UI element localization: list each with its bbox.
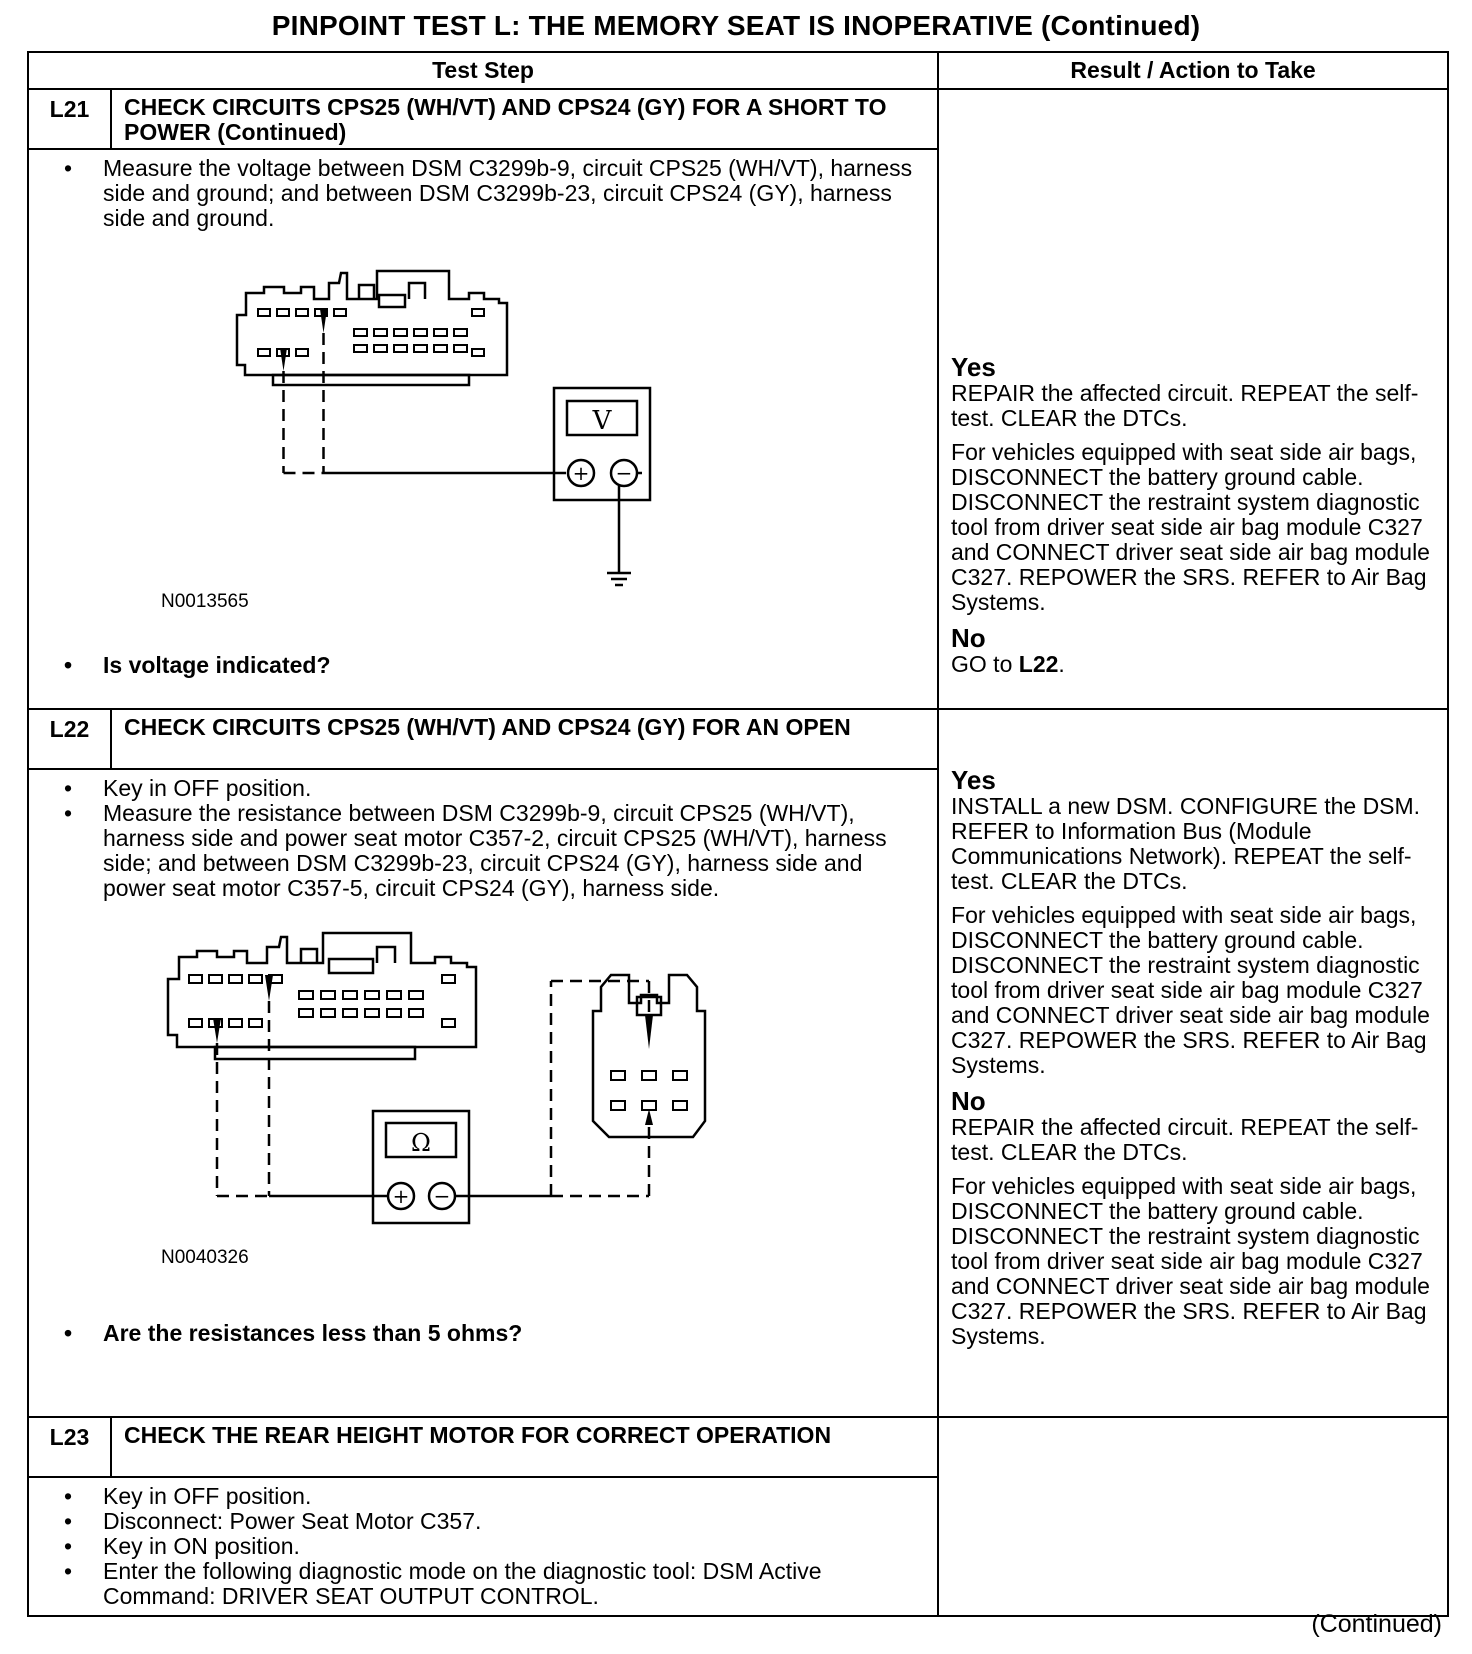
step-id-l23: L23 xyxy=(28,1417,111,1477)
result-text: REPAIR the affected circuit. REPEAT the self-test. CLEAR the DTCs. xyxy=(951,380,1419,431)
figure-voltage-test xyxy=(29,243,929,653)
minus-terminal-icon: − xyxy=(433,1184,451,1208)
result-cell-l21 xyxy=(938,89,1448,709)
figure-id: N0040326 xyxy=(161,1247,249,1268)
plus-terminal-icon: + xyxy=(572,461,590,485)
no-label: No xyxy=(951,623,986,653)
instruction-item: • Measure the resistance between DSM C3299b-9, circuit CPS25 (WH/VT), harness side and power seat motor C357-2, circuit CPS25 (WH/VT), harness side; and between DSM C3299b-23, circuit CPS24 (GY), harness side and power seat motor C357-5, circuit CPS24 (GY), harness side. xyxy=(61,801,929,901)
step-l21-header-row xyxy=(28,89,1448,149)
instruction-item: • Measure the voltage between DSM C3299b-9, circuit CPS25 (WH/VT), harness side and ground; and between DSM C3299b-23, circuit CPS24 (GY), harness side and ground. xyxy=(61,156,929,231)
step-heading-l21: CHECK CIRCUITS CPS25 (WH/VT) AND CPS24 (GY) FOR A SHORT TO POWER (Continued) xyxy=(111,89,938,149)
col-header-result: Result / Action to Take xyxy=(938,52,1448,89)
step-id-l22: L22 xyxy=(28,709,111,769)
minus-terminal-icon: − xyxy=(615,461,633,485)
result-text: For vehicles equipped with seat side air bags, DISCONNECT the battery ground cable. DISCONNECT the restraint system diagnostic tool from driver seat side air bag module C327 and CONNECT driver seat side air bag module C327. REPOWER the SRS. REFER to Air Bag Systems. xyxy=(951,439,1430,615)
step-l23-header-row xyxy=(28,1417,1448,1477)
table-header-row xyxy=(28,52,1448,89)
instruction-item: • Disconnect: Power Seat Motor C357. xyxy=(61,1509,929,1534)
step-heading-l23: CHECK THE REAR HEIGHT MOTOR FOR CORRECT OPERATION xyxy=(111,1417,938,1477)
voltage-test-diagram xyxy=(29,243,849,653)
step-l22-header-row xyxy=(28,709,1448,769)
question-item: • Is voltage indicated? xyxy=(61,653,929,678)
result-text: For vehicles equipped with seat side air bags, DISCONNECT the battery ground cable. DISCONNECT the restraint system diagnostic tool from driver seat side air bag module C327 and CONNECT driver seat side air bag module C327. REPOWER the SRS. REFER to Air Bag Systems. xyxy=(951,1173,1430,1349)
result-text: GO to L22. xyxy=(951,651,1065,677)
yes-label: Yes xyxy=(951,352,996,382)
result-cell-l22 xyxy=(938,709,1448,1417)
continued-label: (Continued) xyxy=(1311,1610,1442,1638)
result-text: REPAIR the affected circuit. REPEAT the self-test. CLEAR the DTCs. xyxy=(951,1114,1419,1165)
yes-label: Yes xyxy=(951,765,996,795)
instruction-item: • Enter the following diagnostic mode on the diagnostic tool: DSM Active Command: DRIVER SEAT OUTPUT CONTROL. xyxy=(61,1559,929,1609)
step-id-l21: L21 xyxy=(28,89,111,149)
figure-resistance-test xyxy=(29,911,929,1321)
no-label: No xyxy=(951,1086,986,1116)
step-heading-l22: CHECK CIRCUITS CPS25 (WH/VT) AND CPS24 (GY) FOR AN OPEN xyxy=(111,709,938,769)
step-body-l23 xyxy=(28,1477,938,1616)
instruction-item: • Key in ON position. xyxy=(61,1534,929,1559)
result-text: For vehicles equipped with seat side air bags, DISCONNECT the battery ground cable. DISCONNECT the restraint system diagnostic tool from driver seat side air bag module C327 and CONNECT driver seat side air bag module C327. REPOWER the SRS. REFER to Air Bag Systems. xyxy=(951,902,1430,1078)
ohmmeter-symbol: Ω xyxy=(411,1129,431,1157)
instruction-item: • Key in OFF position. xyxy=(61,776,929,801)
step-body-l22 xyxy=(28,769,938,1417)
instruction-item: • Key in OFF position. xyxy=(61,1484,929,1509)
step-body-l21 xyxy=(28,149,938,709)
result-text: INSTALL a new DSM. CONFIGURE the DSM. REFER to Information Bus (Module Communications Network). REPEAT the self-test. CLEAR the DTCs. xyxy=(951,793,1421,894)
voltmeter-symbol: V xyxy=(592,406,612,436)
pinpoint-test-table xyxy=(27,51,1449,1617)
col-header-test-step: Test Step xyxy=(28,52,938,89)
goto-link-l22[interactable]: L22 xyxy=(1018,651,1059,677)
page-title: PINPOINT TEST L: THE MEMORY SEAT IS INOPERATIVE (Continued) xyxy=(271,10,1201,41)
plus-terminal-icon: + xyxy=(392,1184,410,1208)
resistance-test-diagram xyxy=(29,911,849,1321)
figure-id: N0013565 xyxy=(161,591,249,612)
question-item: • Are the resistances less than 5 ohms? xyxy=(61,1321,929,1346)
result-cell-l23 xyxy=(938,1417,1448,1616)
